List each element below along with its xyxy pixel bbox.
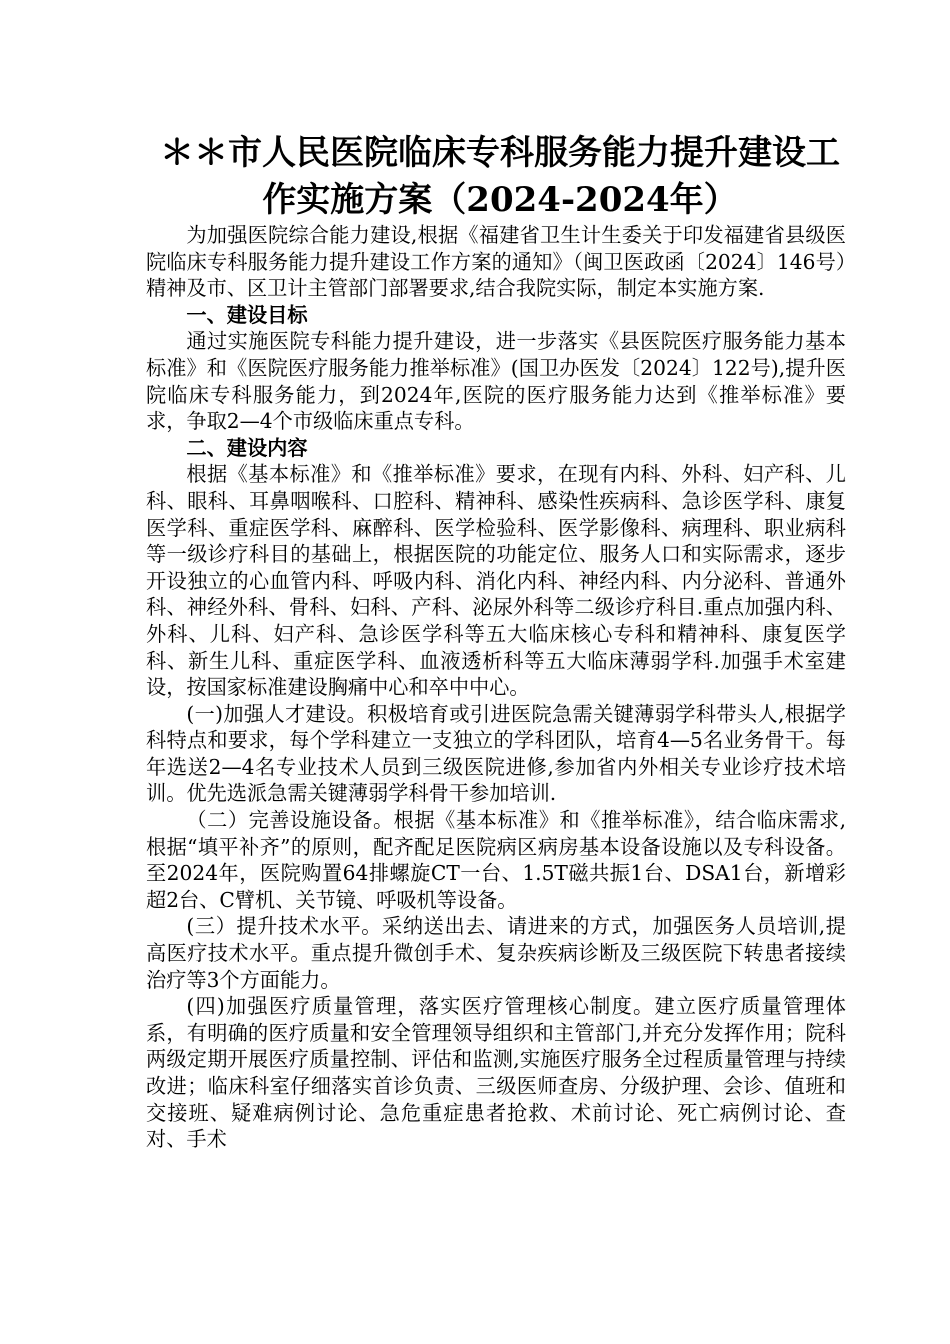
document-body: [146, 222, 846, 1153]
item-quality-paragraph: (四)加强医疗质量管理，落实医疗管理核心制度。建立医疗质量管理体系，有明确的医疗质量和安全管理领导组织和主管部门,并充分发挥作用；院科两级定期开展医疗质量控制、评估和监测,实施医疗服务全过程质量管理与持续改进；临床科室仔细落实首诊负责、三级医师查房、分级护理、会诊、值班和交接班、疑难病例讨论、急危重症患者抢救、术前讨论、死亡病例讨论、查对、手术: [146, 994, 846, 1152]
intro-paragraph: 为加强医院综合能力建设,根据《福建省卫生计生委关于印发福建省县级医院临床专科服务能力提升建设工作方案的通知》（闽卫医政函〔2024〕146号）精神及市、区卫计主管部门部署要求,结合我院实际，制定本实施方案.: [146, 223, 846, 301]
item-equipment-paragraph: （二）完善设施设备。根据《基本标准》和《推举标准》，结合临床需求,根据“填平补齐”的原则，配齐配足医院病区病房基本设备设施以及专科设备。至2024年，医院购置64排螺旋CT一台、1.5T磁共振1台、DSA1台，新增彩超2台、C臂机、关节镜、呼吸机等设备。: [146, 808, 846, 912]
document-title-line-1: ＊＊市人民医院临床专科服务能力提升建设工: [160, 133, 840, 173]
document-title-line-2: 作实施方案（2024-2024年）: [262, 180, 738, 220]
section-content-paragraph: 根据《基本标准》和《推举标准》要求，在现有内科、外科、妇产科、儿科、眼科、耳鼻咽喉科、口腔科、精神科、感染性疾病科、急诊医学科、康复医学科、重症医学科、麻醉科、医学检验科、医学影像科、病理科、职业病科等一级诊疗科目的基础上，根据医院的功能定位、服务人口和实际需求，逐步开设独立的心血管内科、呼吸内科、消化内科、神经内科、内分泌科、普通外科、神经外科、骨科、妇科、产科、泌尿外科等二级诊疗科目.重点加强内科、外科、儿科、妇产科、急诊医学科等五大临床核心专科和精神科、康复医学科、新生儿科、重症医学科、血液透析科等五大临床薄弱学科.加强手术室建设，按国家标准建设胸痛中心和卒中中心。: [146, 462, 846, 700]
section-heading-goals: 一、建设目标: [186, 302, 308, 327]
item-talent-paragraph: (一)加强人才建设。积极培育或引进医院急需关键薄弱学科带头人,根据学科特点和要求，每个学科建立一支独立的学科团队，培育4—5名业务骨干。每年选送2—4名专业技术人员到三级医院进修,参加省内外相关专业诊疗技术培训。优先选派急需关键薄弱学科骨干参加培训.: [146, 701, 846, 806]
section-goals-paragraph: 通过实施医院专科能力提升建设，进一步落实《县医院医疗服务能力基本标准》和《医院医疗服务能力推举标准》(国卫办医发〔2024〕122号),提升医院临床专科服务能力，到2024年,医院的医疗服务能力达到《推举标准》要求，争取2—4个市级临床重点专科。: [146, 329, 846, 434]
item-technology-paragraph: (三）提升技术水平。采纳送出去、请进来的方式，加强医务人员培训,提高医疗技术水平。重点提升微创手术、复杂疾病诊断及三级医院下转患者接续治疗等3个方面能力。: [146, 914, 846, 992]
section-heading-content: 二、建设内容: [186, 435, 308, 460]
